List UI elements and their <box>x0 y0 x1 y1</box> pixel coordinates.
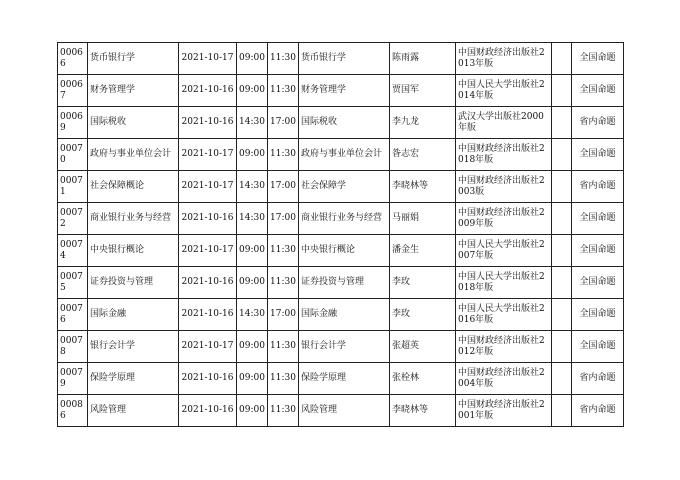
exam-type-cell: 省内命题 <box>572 171 624 203</box>
empty-cell <box>552 299 572 331</box>
table-row <box>58 395 624 427</box>
exam-date-cell: 2021-10-16 <box>179 203 237 235</box>
textbook-cell: 国际税收 <box>299 107 390 139</box>
course-code-cell: 00074 <box>58 235 88 267</box>
end-time-cell: 11:30 <box>268 331 299 363</box>
course-code-cell: 00079 <box>58 363 88 395</box>
exam-date-cell: 2021-10-17 <box>179 171 237 203</box>
course-name-cell: 保险学原理 <box>88 363 179 395</box>
table-body <box>58 43 624 427</box>
start-time-cell: 09:00 <box>237 395 268 427</box>
end-time-cell: 17:00 <box>268 299 299 331</box>
end-time-cell: 11:30 <box>268 267 299 299</box>
publisher-cell: 中国财政经济出版社2003版 <box>456 171 552 203</box>
empty-cell <box>552 395 572 427</box>
course-name-cell: 国际金融 <box>88 299 179 331</box>
publisher-cell: 武汉大学出版社2000年版 <box>456 107 552 139</box>
empty-cell <box>552 267 572 299</box>
exam-type-cell: 省内命题 <box>572 107 624 139</box>
table-row <box>58 331 624 363</box>
empty-cell <box>552 75 572 107</box>
author-cell: 李晓林等 <box>390 395 456 427</box>
exam-type-cell: 全国命题 <box>572 139 624 171</box>
empty-cell <box>552 107 572 139</box>
author-cell: 陈雨露 <box>390 43 456 75</box>
publisher-cell: 中国财政经济出版社2009年版 <box>456 203 552 235</box>
start-time-cell: 14:30 <box>237 203 268 235</box>
exam-schedule-table <box>57 42 624 427</box>
exam-date-cell: 2021-10-16 <box>179 267 237 299</box>
start-time-cell: 09:00 <box>237 235 268 267</box>
course-name-cell: 风险管理 <box>88 395 179 427</box>
empty-cell <box>552 363 572 395</box>
textbook-cell: 国际金融 <box>299 299 390 331</box>
start-time-cell: 09:00 <box>237 139 268 171</box>
end-time-cell: 17:00 <box>268 171 299 203</box>
publisher-cell: 中国人民大学出版社2018年版 <box>456 267 552 299</box>
exam-date-cell: 2021-10-16 <box>179 363 237 395</box>
table-row <box>58 107 624 139</box>
course-name-cell: 国际税收 <box>88 107 179 139</box>
course-name-cell: 商业银行业务与经营 <box>88 203 179 235</box>
course-code-cell: 00086 <box>58 395 88 427</box>
table-row <box>58 267 624 299</box>
course-name-cell: 银行会计学 <box>88 331 179 363</box>
empty-cell <box>552 43 572 75</box>
table-row <box>58 43 624 75</box>
table-row <box>58 139 624 171</box>
empty-cell <box>552 139 572 171</box>
start-time-cell: 09:00 <box>237 363 268 395</box>
textbook-cell: 银行会计学 <box>299 331 390 363</box>
exam-type-cell: 全国命题 <box>572 299 624 331</box>
course-name-cell: 财务管理学 <box>88 75 179 107</box>
exam-date-cell: 2021-10-17 <box>179 43 237 75</box>
publisher-cell: 中国财政经济出版社2013年版 <box>456 43 552 75</box>
table-row <box>58 171 624 203</box>
start-time-cell: 09:00 <box>237 43 268 75</box>
start-time-cell: 14:30 <box>237 299 268 331</box>
start-time-cell: 09:00 <box>237 267 268 299</box>
publisher-cell: 中国财政经济出版社2004年版 <box>456 363 552 395</box>
course-name-cell: 社会保障概论 <box>88 171 179 203</box>
exam-type-cell: 全国命题 <box>572 75 624 107</box>
course-code-cell: 00072 <box>58 203 88 235</box>
end-time-cell: 17:00 <box>268 107 299 139</box>
exam-type-cell: 省内命题 <box>572 395 624 427</box>
table-row <box>58 75 624 107</box>
textbook-cell: 货币银行学 <box>299 43 390 75</box>
exam-type-cell: 全国命题 <box>572 43 624 75</box>
course-name-cell: 货币银行学 <box>88 43 179 75</box>
table-row <box>58 203 624 235</box>
author-cell: 张超英 <box>390 331 456 363</box>
exam-date-cell: 2021-10-17 <box>179 139 237 171</box>
publisher-cell: 中国财政经济出版社2018年版 <box>456 139 552 171</box>
exam-type-cell: 全国命题 <box>572 235 624 267</box>
textbook-cell: 政府与事业单位会计 <box>299 139 390 171</box>
textbook-cell: 财务管理学 <box>299 75 390 107</box>
author-cell: 潘金生 <box>390 235 456 267</box>
end-time-cell: 11:30 <box>268 75 299 107</box>
empty-cell <box>552 171 572 203</box>
textbook-cell: 商业银行业务与经营 <box>299 203 390 235</box>
author-cell: 马丽娟 <box>390 203 456 235</box>
exam-date-cell: 2021-10-17 <box>179 235 237 267</box>
course-code-cell: 00078 <box>58 331 88 363</box>
course-code-cell: 00075 <box>58 267 88 299</box>
end-time-cell: 11:30 <box>268 235 299 267</box>
textbook-cell: 社会保障学 <box>299 171 390 203</box>
start-time-cell: 14:30 <box>237 107 268 139</box>
publisher-cell: 中国人民大学出版社2007年版 <box>456 235 552 267</box>
publisher-cell: 中国人民大学出版社2014年版 <box>456 75 552 107</box>
textbook-cell: 保险学原理 <box>299 363 390 395</box>
start-time-cell: 14:30 <box>237 171 268 203</box>
course-name-cell: 证券投资与管理 <box>88 267 179 299</box>
author-cell: 昝志宏 <box>390 139 456 171</box>
end-time-cell: 11:30 <box>268 139 299 171</box>
exam-date-cell: 2021-10-17 <box>179 331 237 363</box>
start-time-cell: 09:00 <box>237 75 268 107</box>
exam-type-cell: 全国命题 <box>572 331 624 363</box>
end-time-cell: 11:30 <box>268 395 299 427</box>
start-time-cell: 09:00 <box>237 331 268 363</box>
publisher-cell: 中国人民大学出版社2016年版 <box>456 299 552 331</box>
exam-date-cell: 2021-10-16 <box>179 75 237 107</box>
empty-cell <box>552 331 572 363</box>
table-row <box>58 299 624 331</box>
exam-date-cell: 2021-10-16 <box>179 107 237 139</box>
course-code-cell: 00069 <box>58 107 88 139</box>
publisher-cell: 中国财政经济出版社2012年版 <box>456 331 552 363</box>
author-cell: 李九龙 <box>390 107 456 139</box>
exam-type-cell: 全国命题 <box>572 203 624 235</box>
course-code-cell: 00070 <box>58 139 88 171</box>
author-cell: 张栓林 <box>390 363 456 395</box>
textbook-cell: 风险管理 <box>299 395 390 427</box>
course-name-cell: 政府与事业单位会计 <box>88 139 179 171</box>
course-code-cell: 00067 <box>58 75 88 107</box>
end-time-cell: 11:30 <box>268 43 299 75</box>
author-cell: 李玫 <box>390 299 456 331</box>
textbook-cell: 中央银行概论 <box>299 235 390 267</box>
course-name-cell: 中央银行概论 <box>88 235 179 267</box>
exam-type-cell: 省内命题 <box>572 363 624 395</box>
end-time-cell: 17:00 <box>268 203 299 235</box>
textbook-cell: 证券投资与管理 <box>299 267 390 299</box>
course-code-cell: 00071 <box>58 171 88 203</box>
author-cell: 贾国军 <box>390 75 456 107</box>
exam-type-cell: 全国命题 <box>572 267 624 299</box>
exam-date-cell: 2021-10-16 <box>179 299 237 331</box>
empty-cell <box>552 203 572 235</box>
course-code-cell: 00066 <box>58 43 88 75</box>
publisher-cell: 中国财政经济出版社2001年版 <box>456 395 552 427</box>
author-cell: 李晓林等 <box>390 171 456 203</box>
exam-date-cell: 2021-10-16 <box>179 395 237 427</box>
course-code-cell: 00076 <box>58 299 88 331</box>
table-row <box>58 363 624 395</box>
author-cell: 李玫 <box>390 267 456 299</box>
table-row <box>58 235 624 267</box>
empty-cell <box>552 235 572 267</box>
end-time-cell: 11:30 <box>268 363 299 395</box>
